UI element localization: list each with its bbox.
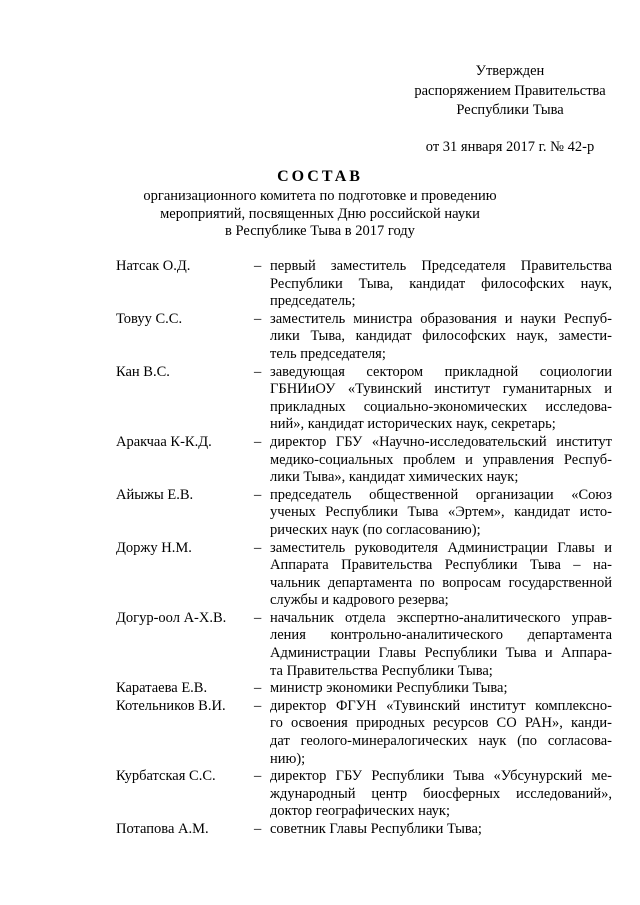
member-position-line: доктор географических наук; — [270, 803, 450, 820]
member-position-line: первый заместитель Председателя Правительства — [270, 258, 612, 274]
member-position-line: Аппарата Правительства Республики Тыва – на- — [270, 557, 612, 574]
member-name: Кан В.С. — [116, 363, 170, 380]
committee-member — [116, 434, 612, 487]
document-title: СОСТАВ — [277, 168, 363, 185]
member-name: Айыжы Е.В. — [116, 486, 194, 503]
member-position-line: заместитель министра образования и науки Респуб- — [270, 310, 612, 327]
member-position-line: заместитель руководителя Администрации Главы и — [270, 539, 612, 556]
committee-member — [116, 821, 612, 839]
member-position — [270, 364, 612, 434]
member-dash: – — [254, 680, 262, 697]
member-position-line: директор ФГУН «Тувинский институт комплексно- — [270, 697, 612, 714]
member-position-line: службы и кадрового резерва; — [270, 592, 449, 609]
subtitle-line: организационного комитета по подготовке и проведению — [143, 188, 497, 204]
committee-member — [116, 540, 612, 610]
committee-member — [116, 610, 612, 680]
member-position-line: та Правительства Республики Тыва; — [270, 662, 493, 679]
member-position — [270, 768, 612, 821]
member-position-line: медико-социальных проблем и управления Респуб- — [270, 451, 612, 468]
approval-order-type: распоряжением Правительства — [414, 82, 606, 99]
member-name: Аракчаа К-К.Д. — [116, 433, 212, 450]
member-name: Товуу С.С. — [116, 310, 183, 327]
member-name: Потапова А.М. — [116, 821, 209, 837]
member-position-line: ученых Республики Тыва «Эртем», кандидат исто- — [270, 504, 612, 521]
committee-member — [116, 258, 612, 311]
member-position-line: чальник департамента по вопросам государственной — [270, 574, 612, 591]
member-position-line: директор ГБУ Республики Тыва «Убсунурский ме- — [270, 768, 612, 785]
committee-member — [116, 680, 612, 698]
member-position-line: Республики Тыва, кандидат философских наук, — [270, 275, 612, 292]
member-position — [270, 487, 612, 540]
committee-member — [116, 768, 612, 821]
member-position — [270, 258, 612, 311]
member-dash: – — [254, 821, 262, 837]
member-position-line: советник Главы Республики Тыва; — [270, 821, 482, 837]
subtitle-line: мероприятий, посвященных Дню российской науки — [160, 205, 480, 222]
member-name: Котельников В.И. — [116, 697, 226, 714]
member-dash: – — [254, 258, 262, 274]
member-dash: – — [254, 310, 262, 327]
document-subtitle — [0, 188, 640, 241]
member-dash: – — [254, 433, 262, 450]
member-position — [270, 311, 612, 364]
approval-issuer: Республики Тыва — [456, 102, 564, 118]
member-position-line: председатель общественной организации «Союз — [270, 486, 612, 503]
member-position-line: ГБНИиОУ «Тувинский институт гуманитарных и — [270, 381, 612, 398]
committee-member-list — [116, 258, 612, 839]
committee-member — [116, 487, 612, 540]
member-position-line: прикладных социально-экономических исследова- — [270, 398, 612, 415]
member-position-line: Администрации Главы Республики Тыва и Аппара- — [270, 645, 612, 662]
member-name: Каратаева Е.В. — [116, 680, 208, 697]
member-dash: – — [254, 609, 262, 626]
member-dash: – — [254, 697, 262, 714]
member-position-line: тель председателя; — [270, 345, 386, 362]
member-dash: – — [254, 539, 262, 556]
member-position — [270, 434, 612, 487]
member-position-line: го освоения природных ресурсов СО РАН», канди- — [270, 715, 612, 732]
member-position-line: рических наук (по согласованию); — [270, 521, 481, 538]
member-position — [270, 698, 612, 768]
member-position-line: министр экономики Республики Тыва; — [270, 680, 508, 697]
member-position-line: лики Тыва», кандидат химических наук; — [270, 469, 519, 486]
member-position — [270, 610, 612, 680]
member-position-line: нию); — [270, 750, 306, 767]
member-position-line: заведующая сектором прикладной социологии — [270, 363, 612, 380]
approval-heading: Утвержден — [475, 63, 545, 79]
member-position-line: председатель; — [270, 293, 356, 310]
member-name: Курбатская С.С. — [116, 768, 216, 785]
member-position-line: лики Тыва, кандидат философских наук, замести- — [270, 328, 612, 345]
member-name: Догур-оол А-Х.В. — [116, 609, 227, 626]
committee-member — [116, 698, 612, 768]
member-position — [270, 540, 612, 610]
member-dash: – — [254, 768, 262, 785]
member-position — [270, 680, 612, 698]
member-position-line: начальник отдела экспертно-аналитического управ- — [270, 609, 612, 626]
member-position-line: ний», кандидат исторических наук, секретарь; — [270, 416, 556, 433]
member-name: Доржу Н.М. — [116, 539, 192, 556]
member-name: Натсак О.Д. — [116, 258, 191, 274]
member-position-line: ления контрольно-аналитического департамента — [270, 627, 612, 644]
member-dash: – — [254, 363, 262, 380]
member-position-line: ждународный центр биосферных исследований», — [270, 785, 612, 802]
member-position-line: директор ГБУ «Научно-исследовательский институт — [270, 433, 612, 450]
committee-member — [116, 364, 612, 434]
subtitle-line: в Республике Тыва в 2017 году — [225, 223, 415, 239]
approval-date: от 31 января 2017 г. № 42-р — [425, 138, 595, 155]
member-position — [270, 821, 612, 839]
member-dash: – — [254, 486, 262, 503]
member-position-line: дат геолого-минералогических наук (по согласова- — [270, 733, 612, 750]
committee-member — [116, 311, 612, 364]
approval-block — [400, 62, 620, 157]
